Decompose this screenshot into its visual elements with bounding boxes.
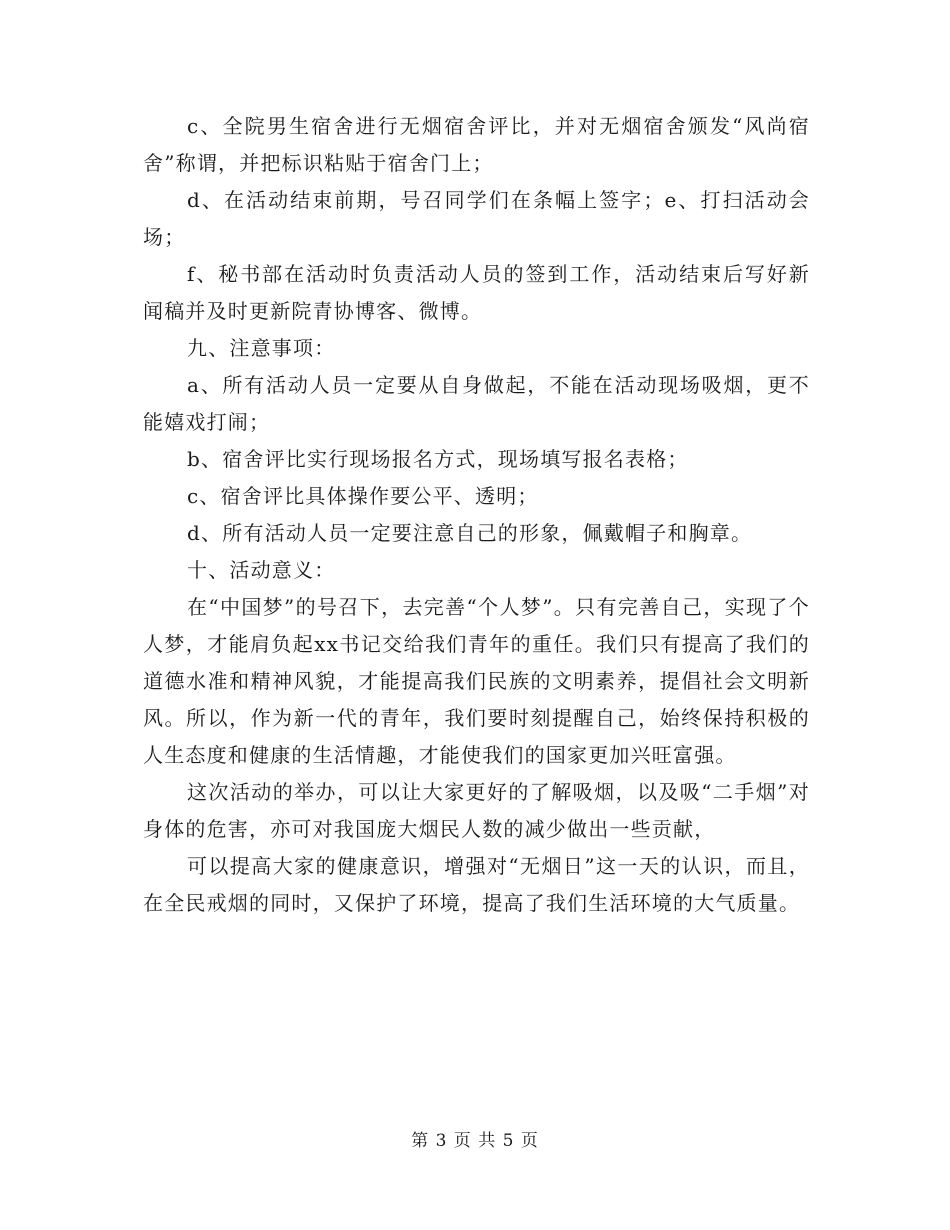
document-body bbox=[143, 108, 810, 922]
paragraph-significance-health: 可以提高大家的健康意识，增强对“无烟日”这一天的认识，而且，在全民戒烟的同时，又保护了环境，提高了我们生活环境的大气质量。 bbox=[143, 854, 810, 915]
paragraph-significance-dream: 在“中国梦”的号召下，去完善“个人梦”。只有完善自己，实现了个人梦，才能肩负起xx书记交给我们青年的重任。我们只有提高了我们的道德水准和精神风貌，才能提高我们民族的文明素养，提倡社会文明新风。所以，作为新一代的青年，我们要时刻提醒自己，始终保持积极的人生态度和健康的生活情趣，才能使我们的国家更加兴旺富强。 bbox=[143, 595, 810, 767]
paragraph-note-a: a、所有活动人员一定要从自身做起，不能在活动现场吸烟，更不能嬉戏打闹； bbox=[143, 373, 810, 434]
paragraph-dorm-evaluation: c、全院男生宿舍进行无烟宿舍评比，并对无烟宿舍颁发“风尚宿舍”称谓，并把标识粘贴于宿舍门上； bbox=[143, 114, 810, 175]
paragraph-secretariat-duties: f、秘书部在活动时负责活动人员的签到工作，活动结束后写好新闻稿并及时更新院青协博客、微博。 bbox=[143, 262, 810, 323]
paragraph-note-b: b、宿舍评比实行现场报名方式，现场填写报名表格； bbox=[187, 447, 689, 471]
paragraph-note-c: c、宿舍评比具体操作要公平、透明； bbox=[187, 484, 539, 508]
paragraph-banner-signing: d、在活动结束前期，号召同学们在条幅上签字；e、打扫活动会场； bbox=[143, 188, 810, 249]
section-heading-significance: 十、活动意义： bbox=[187, 558, 336, 582]
paragraph-significance-smoking: 这次活动的举办，可以让大家更好的了解吸烟，以及吸“二手烟”对身体的危害，亦可对我国庞大烟民人数的减少做出一些贡献， bbox=[143, 780, 810, 841]
page-footer bbox=[0, 1126, 950, 1151]
page-number-label: 第 3 页 共 5 页 bbox=[411, 1131, 539, 1151]
paragraph-note-d: d、所有活动人员一定要注意自己的形象，佩戴帽子和胸章。 bbox=[187, 521, 753, 545]
section-heading-notes: 九、注意事项： bbox=[187, 336, 336, 360]
